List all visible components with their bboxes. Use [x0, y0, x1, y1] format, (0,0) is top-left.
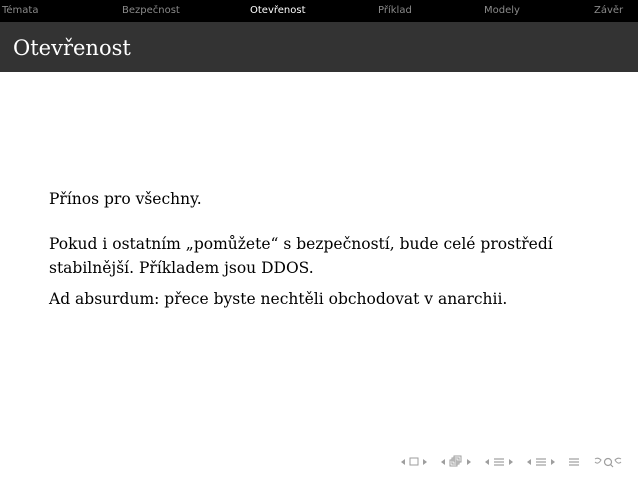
subsection-next-icon[interactable]: [508, 455, 514, 469]
nav-item-priklad[interactable]: Příklad: [378, 5, 412, 16]
paragraph-1: Přínos pro všechny.: [49, 190, 202, 208]
subsection-icon[interactable]: [493, 455, 505, 469]
frame-icon[interactable]: [449, 455, 463, 469]
nav-item-zaver[interactable]: Závěr: [594, 5, 624, 16]
section-next-icon[interactable]: [550, 455, 556, 469]
subsection-prev-icon[interactable]: [484, 455, 490, 469]
section-navbar: [0, 0, 638, 22]
search-icon[interactable]: [592, 455, 624, 469]
beamer-navigation-controls: [400, 455, 630, 469]
frame-prev-icon[interactable]: [440, 455, 446, 469]
section-icon[interactable]: [535, 455, 547, 469]
nav-item-temata[interactable]: Témata: [2, 5, 39, 16]
slide-next-icon[interactable]: [422, 455, 428, 469]
slide-icon[interactable]: [409, 455, 419, 469]
paragraph-2: Pokud i ostatním „pomůžete“ s bezpečností, bude celé prostředí stabilnější. Příkladem jsou DDOS.: [49, 235, 553, 277]
frame-title: Otevřenost: [13, 36, 131, 60]
frame-next-icon[interactable]: [466, 455, 472, 469]
section-prev-icon[interactable]: [526, 455, 532, 469]
nav-item-modely[interactable]: Modely: [484, 5, 520, 16]
paragraph-3: Ad absurdum: přece byste nechtěli obchodovat v anarchii.: [49, 290, 508, 308]
nav-item-otevrenost[interactable]: Otevřenost: [250, 5, 306, 16]
slide-prev-icon[interactable]: [400, 455, 406, 469]
document-icon[interactable]: [568, 455, 580, 469]
frame-titlebar: [0, 22, 638, 72]
nav-item-bezpecnost[interactable]: Bezpečnost: [122, 5, 180, 16]
